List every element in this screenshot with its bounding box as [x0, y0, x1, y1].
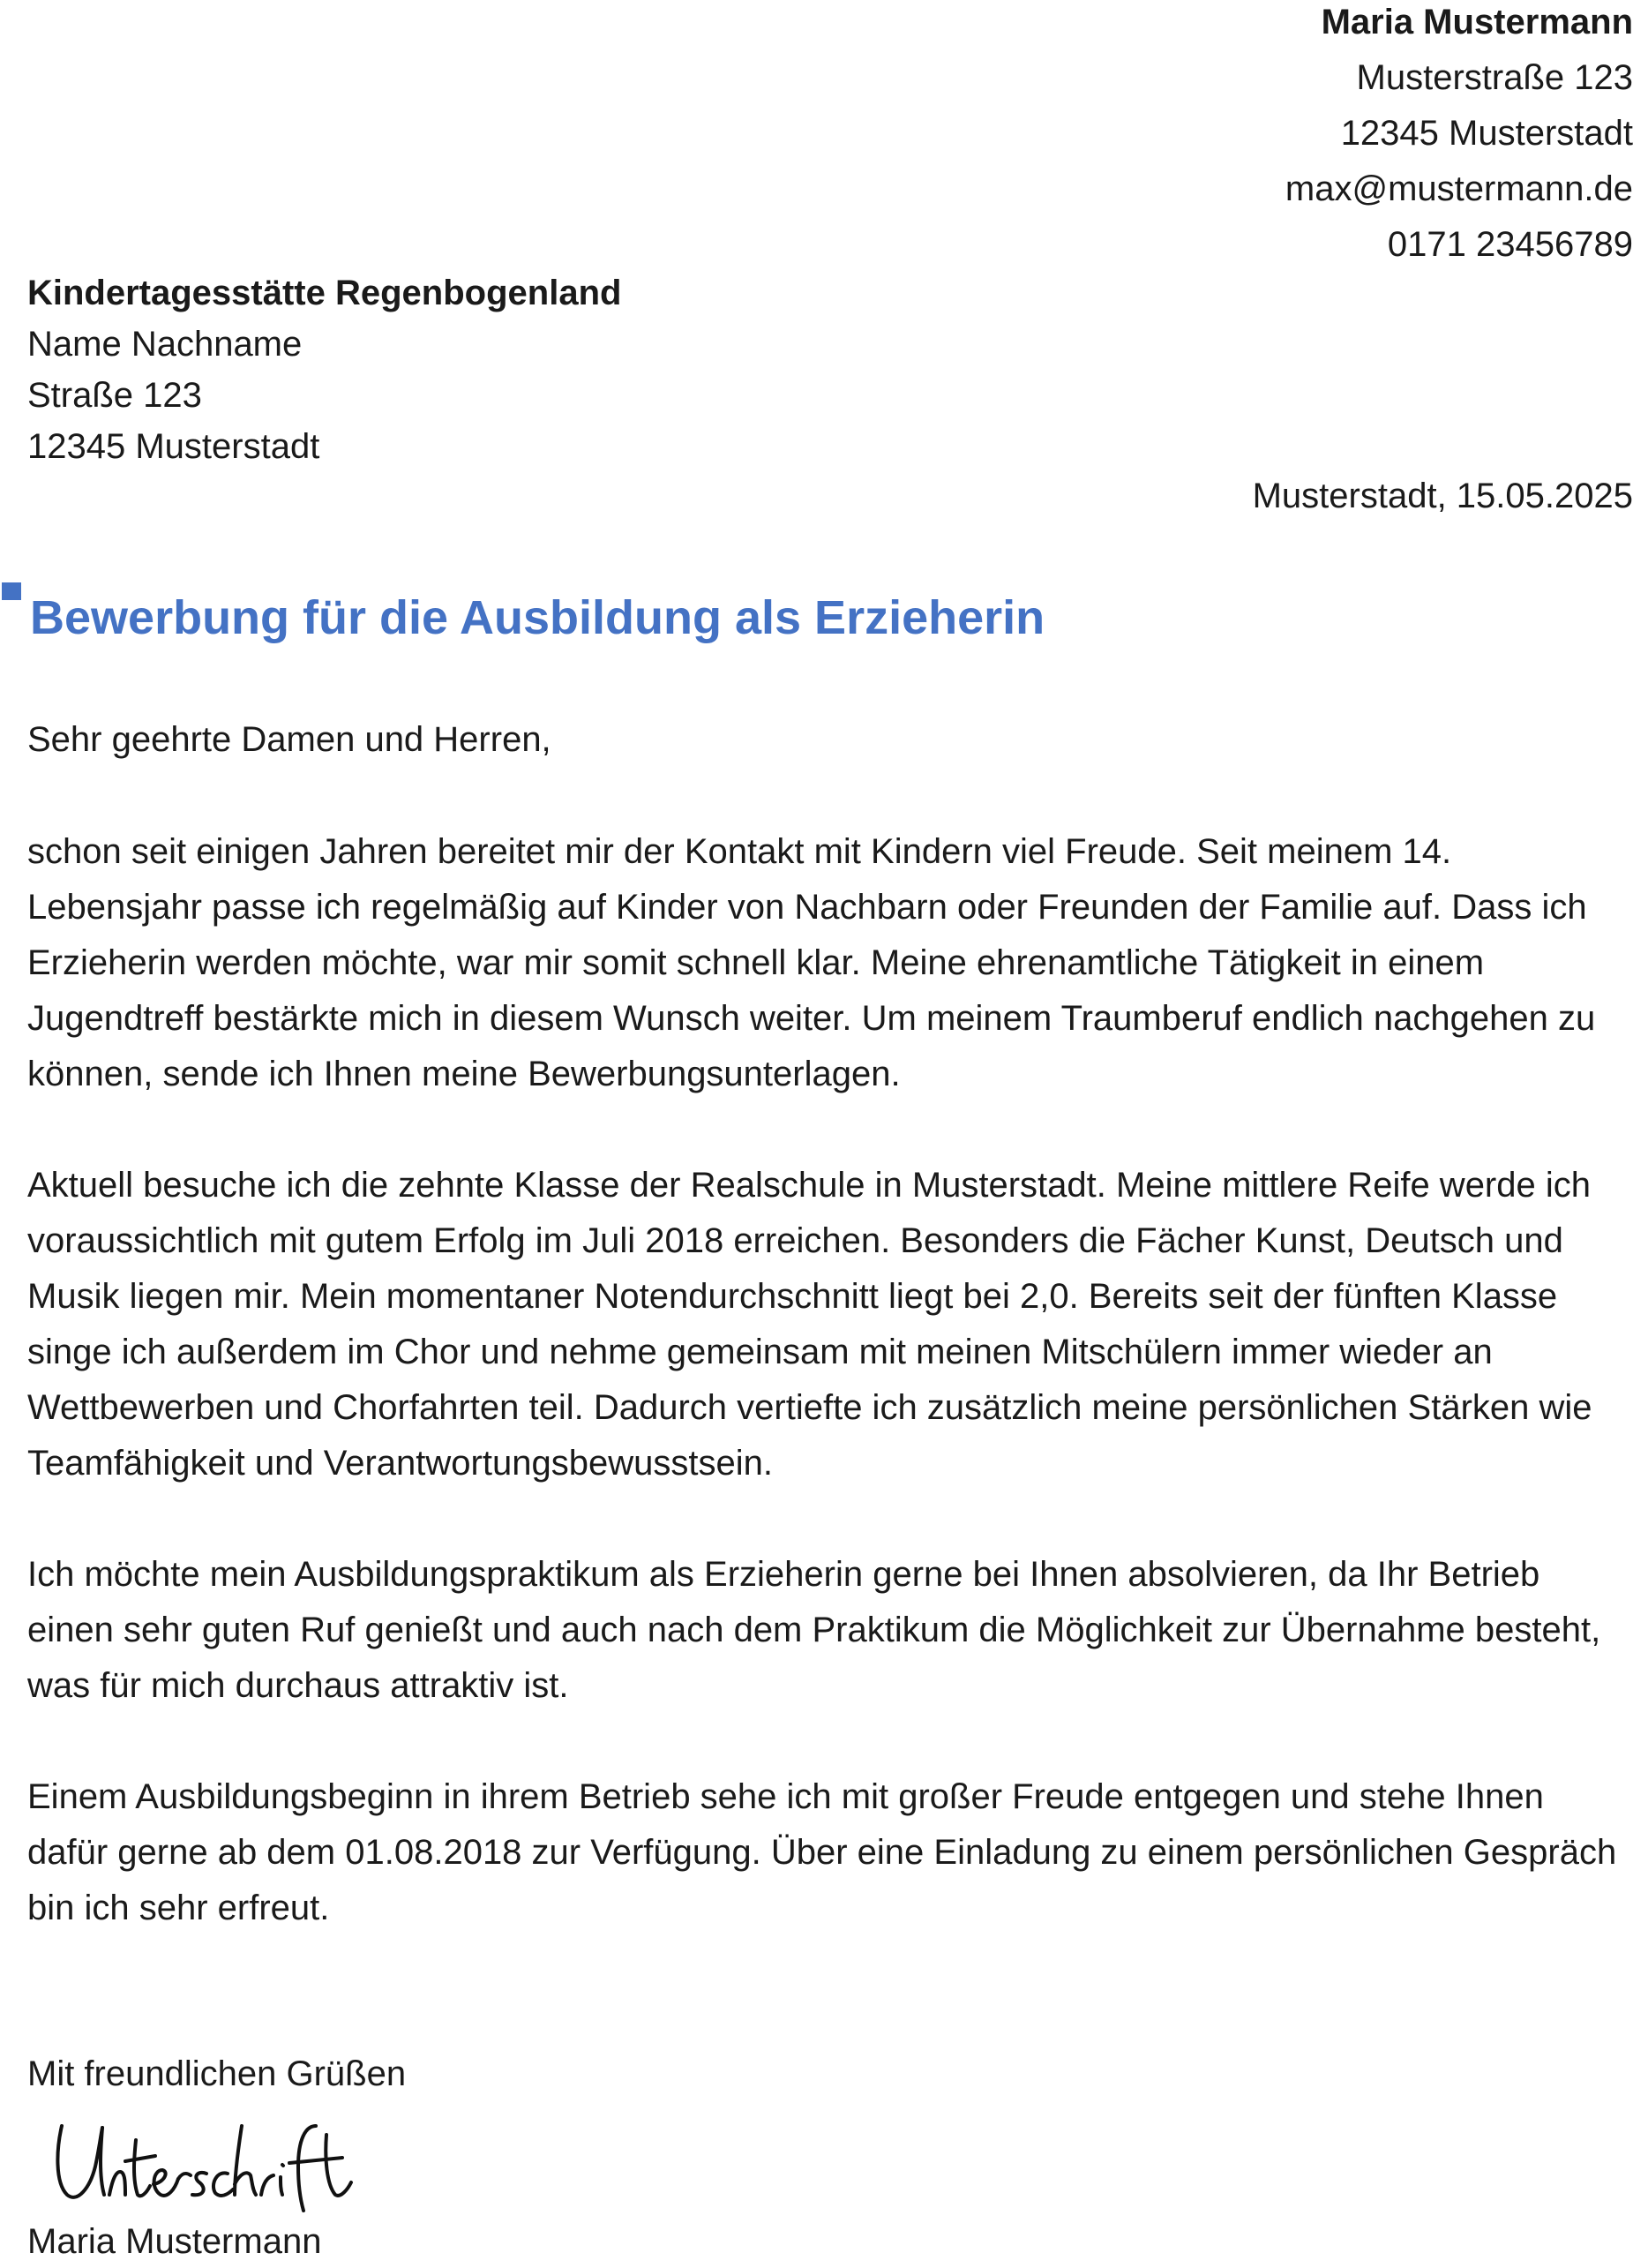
sender-name: Maria Mustermann	[1321, 3, 1633, 41]
body-paragraph: Ich möchte mein Ausbildungspraktikum als Erzieherin gerne bei Ihnen absolvieren, da Ihr Betrieb einen sehr guten Ruf genießt und auch nach dem Praktikum die Möglichkeit zur Übernahme besteht, was für mich durchaus attraktiv ist.	[27, 1555, 1601, 1705]
sender-phone: 0171 23456789	[1387, 225, 1633, 264]
sender-email: max@mustermann.de	[1285, 169, 1633, 208]
body-paragraph: Einem Ausbildungsbeginn in ihrem Betrieb sehe ich mit großer Freude entgegen und stehe Ihnen dafür gerne ab dem 01.08.2018 zur Verfügung. Über eine Einladung zu einem persönlichen Gespräch bin ich sehr erfreut.	[27, 1777, 1617, 1927]
sender-street: Musterstraße 123	[1356, 58, 1633, 97]
body-paragraph: schon seit einigen Jahren bereitet mir der Kontakt mit Kindern viel Freude. Seit meinem 14. Lebensjahr passe ich regelmäßig auf Kinder von Nachbarn oder Freunden der Familie auf. Dass ich Erzieherin werden möchte, war mir somit schnell klar. Meine ehrenamtliche Tätigkeit in einem Jugendtreff bestärkte mich in diesem Wunsch weiter. Um meinem Traumberuf endlich nachgehen zu können, sende ich Ihnen meine Bewerbungsunterlagen.	[27, 832, 1596, 1093]
recipient-street: Straße 123	[27, 376, 202, 415]
sender-address	[1285, 0, 1633, 273]
sender-city: 12345 Musterstadt	[1340, 114, 1633, 153]
salutation: Sehr geehrte Damen und Herren,	[27, 720, 551, 759]
recipient-contact: Name Nachname	[27, 325, 303, 364]
recipient-city: 12345 Musterstadt	[27, 427, 320, 466]
handwritten-signature	[51, 2114, 369, 2219]
body-paragraph: Aktuell besuche ich die zehnte Klasse der Realschule in Musterstadt. Meine mittlere Reife werde ich voraussichtlich mit gutem Erfolg im Juli 2018 erreichen. Besonders die Fächer Kunst, Deutsch und Musik liegen mir. Mein momentaner Notendurchschnitt liegt bei 2,0. Bereits seit der fünften Klasse singe ich außerdem im Chor und nehme gemeinsam mit meinen Mitschülern immer wieder an Wettbewerben und Chorfahrten teil. Dadurch vertiefte ich zusätzlich meine persönlichen Stärken wie Teamfähigkeit und Verantwortungsbewusstsein.	[27, 1166, 1592, 1483]
letter-body	[27, 824, 1633, 1992]
subject-marker	[2, 582, 21, 600]
signer-name: Maria Mustermann	[27, 2222, 322, 2261]
recipient-organization: Kindertagesstätte Regenbogenland	[27, 274, 622, 312]
recipient-address	[27, 267, 621, 472]
letter-date: Musterstadt, 15.05.2025	[1252, 477, 1633, 515]
closing: Mit freundlichen Grüßen	[27, 2054, 407, 2093]
letter-subject: Bewerbung für die Ausbildung als Erzieherin	[30, 591, 1045, 644]
